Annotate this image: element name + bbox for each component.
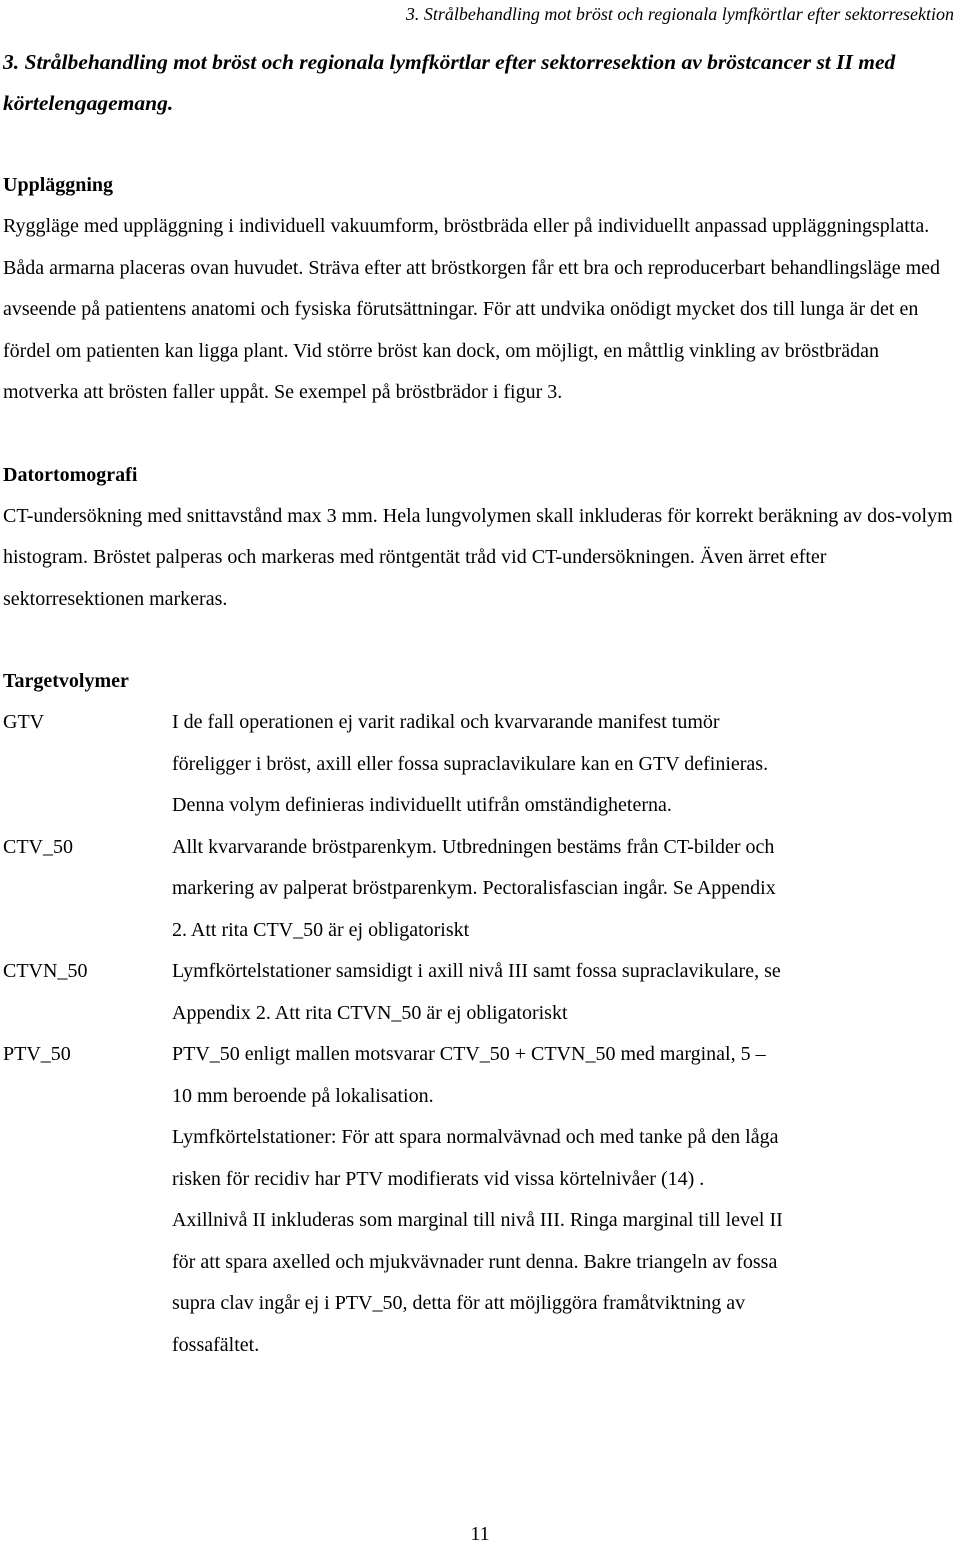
target-line: Denna volym definieras individuellt utifrån omständigheterna. [172,794,672,816]
target-description [172,951,955,1034]
target-line: supra clav ingår ej i PTV_50, detta för att möjliggöra framåtviktning av [172,1292,746,1314]
target-line: risken för recidiv har PTV modifierats vid vissa körtelnivåer (14) . [172,1167,705,1190]
target-description [172,702,955,827]
target-line: 10 mm beroende på lokalisation. [172,1084,434,1107]
section-heading-targetvolymer: Targetvolymer [3,670,129,692]
target-volume-list [3,702,955,1366]
target-line: I de fall operationen ej varit radikal och kvarvarande manifest tumör [172,711,720,733]
section-heading-upplaggning: Uppläggning [3,174,114,196]
target-line: PTV_50 enligt mallen motsvarar CTV_50 + CTVN_50 med marginal, 5 – [172,1043,766,1065]
section-text-datortomografi: CT-undersökning med snittavstånd max 3 mm. Hela lungvolymen skall inkluderas för korrekt beräkning av dos-volym histogram. Bröstet palperas och markeras med röntgentät tråd vid CT-undersökningen. Även ärret efter sektorresektionen markeras. [3,504,953,610]
target-description [172,1034,955,1366]
target-description [172,827,955,952]
target-term: GTV [3,711,45,733]
section-heading-datortomografi: Datortomografi [3,463,138,486]
target-row-ctvn50 [3,951,955,1034]
target-line: Lymfkörtelstationer samsidigt i axill nivå III samt fossa supraclavikulare, se [172,960,781,982]
target-line: Axillnivå II inkluderas som marginal till nivå III. Ringa marginal till level II [172,1209,783,1231]
target-line: 2. Att rita CTV_50 är ej obligatoriskt [172,918,470,941]
target-line: föreligger i bröst, axill eller fossa supraclavikulare kan en GTV definieras. [172,752,769,775]
spacer [3,620,955,661]
target-term: CTVN_50 [3,960,88,982]
page-number: 11 [470,1523,490,1545]
target-line: fossafältet. [172,1333,260,1356]
target-term: CTV_50 [3,835,73,858]
target-term: PTV_50 [3,1043,71,1065]
document-title: 3. Strålbehandling mot bröst och regionala lymfkörtlar efter sektorresektion av bröstcancer st II med körtelengagemang. [3,50,896,115]
target-row-ptv50 [3,1034,955,1366]
target-line: för att spara axelled och mjukvävnader runt denna. Bakre triangeln av fossa [172,1250,778,1273]
target-line: markering av palperat bröstparenkym. Pectoralisfascian ingår. Se Appendix [172,877,776,899]
document-body [3,42,955,1366]
target-row-gtv [3,702,955,827]
spacer [3,124,955,165]
target-row-ctv50 [3,827,955,952]
running-header: 3. Strålbehandling mot bröst och regionala lymfkörtlar efter sektorresektion [405,4,954,24]
target-line: Appendix 2. Att rita CTVN_50 är ej obligatoriskt [172,1001,568,1024]
target-line: Allt kvarvarande bröstparenkym. Utbredningen bestäms från CT-bilder och [172,835,775,858]
section-text-upplaggning: Ryggläge med uppläggning i individuell vakuumform, bröstbräda eller på individuellt anpassad uppläggningsplatta. Båda armarna placeras ovan huvudet. Sträva efter att bröstkorgen får ett bra och reproducerbart behandlingsläge med avseende på patientens anatomi och fysiska förutsättningar. För att undvika onödigt mycket dos till lunga är det en fördel om patienten kan ligga plant. Vid större bröst kan dock, om möjligt, en måttlig vinkling av bröstbrädan motverka att brösten faller uppåt. Se exempel på bröstbrädor i figur 3. [3,215,941,403]
target-line: Lymfkörtelstationer: För att spara normalvävnad och med tanke på den låga [172,1126,779,1148]
spacer [3,414,955,455]
